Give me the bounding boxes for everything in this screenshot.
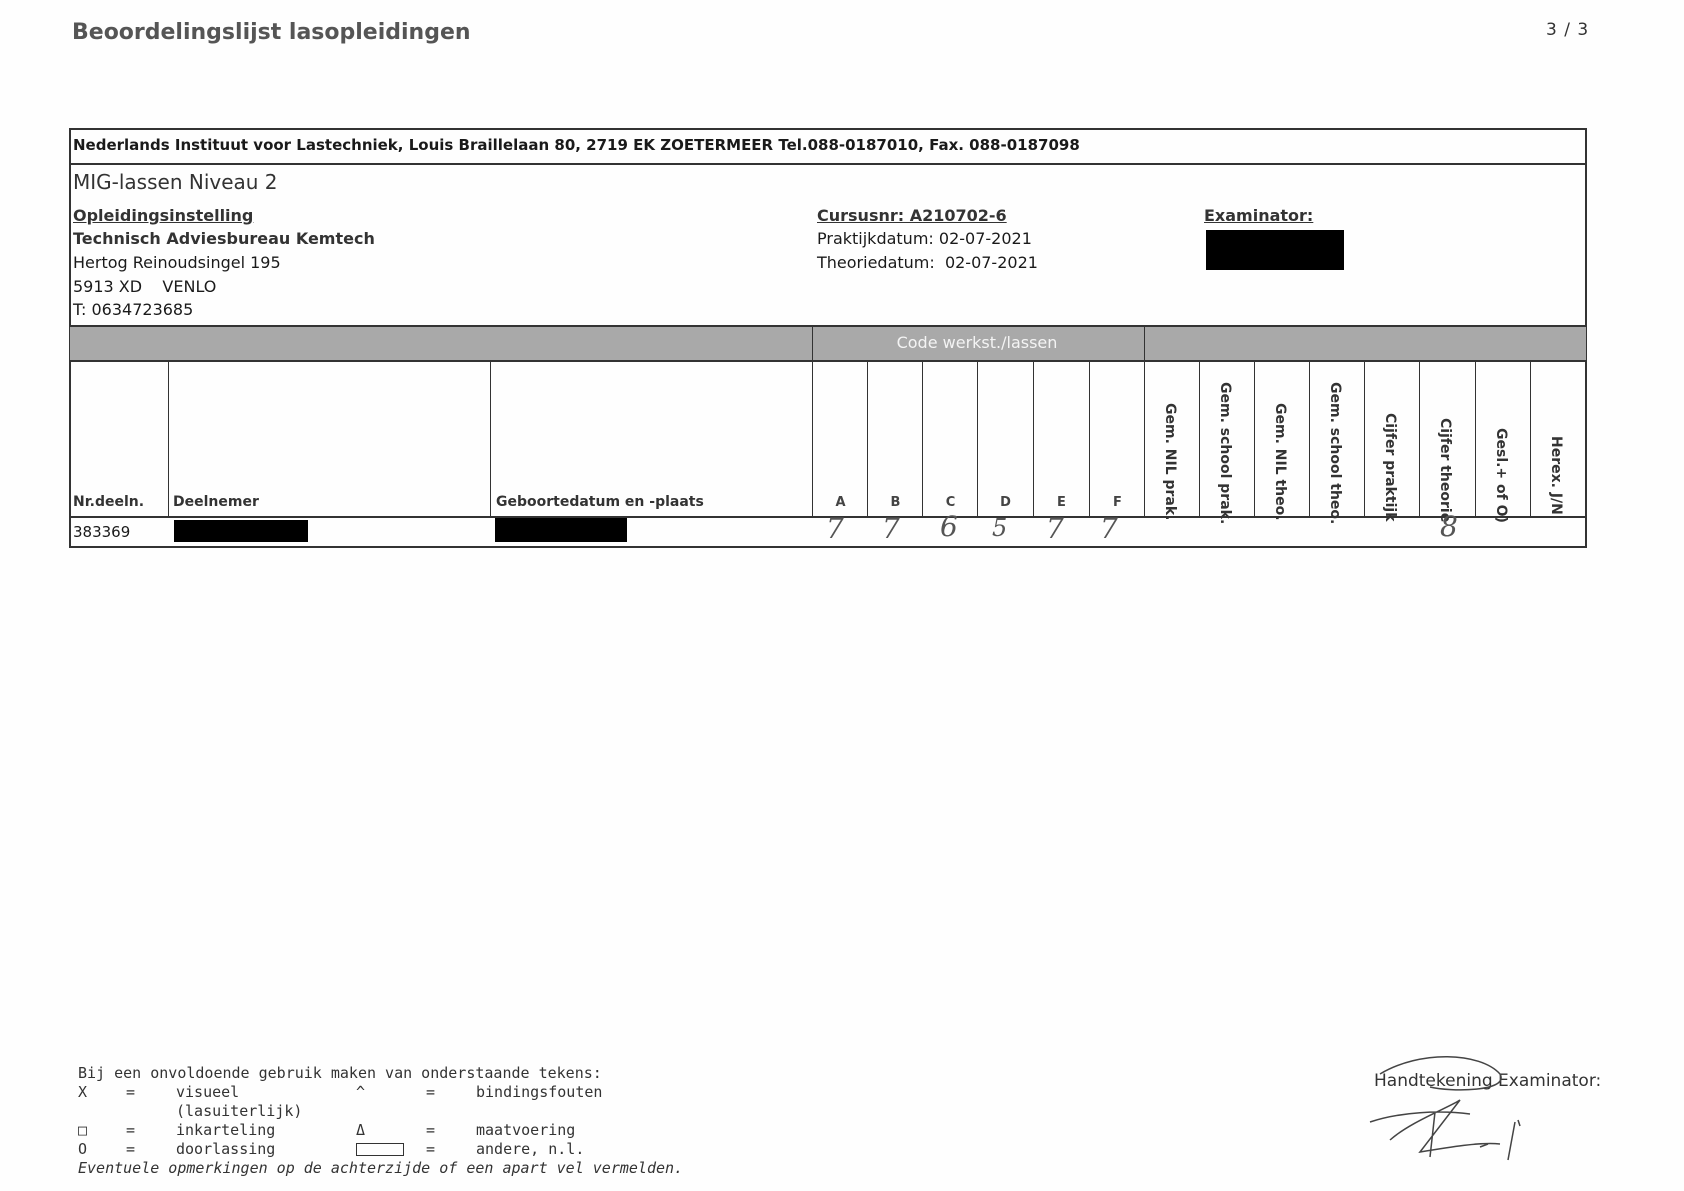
theory-grade: 8 <box>1440 510 1458 543</box>
legend-symbol: ^ <box>356 1083 366 1101</box>
col-header-nr: Nr.deeln. <box>73 494 145 510</box>
col-line <box>1199 360 1200 517</box>
col-line <box>977 360 978 517</box>
score-f: 7 <box>1100 512 1118 545</box>
legend-symbol: O <box>78 1140 88 1158</box>
col-header-gem-school-theo: Gem. school theo. <box>1327 382 1343 525</box>
col-header-cijfer-praktijk: Cijfer praktijk <box>1382 413 1398 522</box>
institution-label: Opleidingsinstelling <box>73 206 254 225</box>
col-line <box>1364 360 1365 517</box>
col-line <box>490 360 491 517</box>
page-number: 3 / 3 <box>1546 20 1590 40</box>
legend-equals: = <box>426 1121 436 1139</box>
col-line <box>1033 360 1034 517</box>
col-header-f: F <box>1113 495 1122 510</box>
legend-symbol: X <box>78 1083 88 1101</box>
redacted-participant <box>174 520 308 542</box>
col-header-herexamen: Herex. J/N <box>1548 436 1564 515</box>
score-c: 6 <box>940 510 958 543</box>
signature-scribble <box>1360 1052 1560 1172</box>
participant-number: 383369 <box>73 523 131 541</box>
legend <box>78 1064 683 1178</box>
col-header-geslaagd: Gesl.+ of O) <box>1493 428 1509 523</box>
score-e: 7 <box>1046 512 1064 545</box>
col-line <box>1475 360 1476 517</box>
col-line <box>1144 326 1145 517</box>
col-line <box>1254 360 1255 517</box>
institution-name: Technisch Adviesbureau Kemtech <box>73 229 375 248</box>
col-header-b: B <box>890 495 901 510</box>
col-header-birth: Geboortedatum en -plaats <box>496 494 704 510</box>
divider <box>70 163 1586 165</box>
col-line <box>168 360 169 517</box>
legend-row <box>78 1121 683 1140</box>
examiner-label: Examinator: <box>1204 206 1314 225</box>
legend-symbol: □ <box>78 1121 88 1139</box>
legend-intro: Bij een onvoldoende gebruik maken van onderstaande tekens: <box>78 1064 602 1082</box>
col-line <box>1309 360 1310 517</box>
legend-equals: = <box>426 1140 436 1158</box>
legend-row <box>78 1140 683 1159</box>
legend-equals: = <box>126 1121 136 1139</box>
course-number: Cursusnr: A210702-6 <box>817 206 1007 225</box>
course-title: MIG-lassen Niveau 2 <box>73 170 278 194</box>
signature-label: Handtekening Examinator: <box>1374 1071 1602 1091</box>
redacted-examiner <box>1206 230 1344 270</box>
legend-text: andere, n.l. <box>476 1140 585 1158</box>
legend-text: visueel (lasuiterlijk) <box>176 1083 303 1120</box>
legend-text: doorlassing <box>176 1140 276 1158</box>
redacted-birth <box>495 518 627 542</box>
col-line <box>1419 360 1420 517</box>
address-line-1: Hertog Reinoudsingel 195 <box>73 253 281 272</box>
col-header-c: C <box>945 495 956 510</box>
col-line <box>1089 360 1090 517</box>
col-header-gem-nil-prak: Gem. NIL prak. <box>1162 403 1178 521</box>
col-line <box>812 326 813 517</box>
legend-box-symbol <box>356 1140 426 1159</box>
score-d: 5 <box>992 514 1008 542</box>
legend-equals: = <box>126 1140 136 1158</box>
score-b: 7 <box>882 512 900 545</box>
legend-symbol: Δ <box>356 1121 366 1139</box>
institute-line: Nederlands Instituut voor Lastechniek, Louis Braillelaan 80, 2719 EK ZOETERMEER Tel.088-0187010, Fax. 088-0187098 <box>73 136 1080 154</box>
col-line <box>922 360 923 517</box>
col-header-gem-nil-theo: Gem. NIL theo. <box>1272 403 1288 521</box>
legend-equals: = <box>126 1083 136 1101</box>
col-line <box>867 360 868 517</box>
legend-text: bindingsfouten <box>476 1083 603 1101</box>
box-icon <box>356 1143 404 1156</box>
legend-equals: = <box>426 1083 436 1101</box>
legend-text: maatvoering <box>476 1121 576 1139</box>
legend-row <box>78 1083 683 1121</box>
col-header-e: E <box>1057 495 1066 510</box>
theory-date: Theoriedatum: 02-07-2021 <box>817 253 1038 272</box>
col-header-participant: Deelnemer <box>173 494 259 510</box>
document-title: Beoordelingslijst lasopleidingen <box>72 20 471 45</box>
score-a: 7 <box>826 512 844 545</box>
divider <box>70 360 1586 362</box>
address-line-2: 5913 XD VENLO <box>73 277 217 296</box>
legend-note: Eventuele opmerkingen op de achterzijde of een apart vel vermelden. <box>78 1159 684 1177</box>
col-header-cijfer-theorie: Cijfer theorie <box>1437 418 1453 523</box>
practice-date: Praktijkdatum: 02-07-2021 <box>817 229 1032 248</box>
phone: T: 0634723685 <box>73 300 194 319</box>
col-header-gem-school-prak: Gem. school prak. <box>1217 382 1233 525</box>
code-group-label: Code werkst./lassen <box>896 333 1058 352</box>
col-line <box>1530 360 1531 517</box>
col-header-a: A <box>835 495 846 510</box>
col-header-d: D <box>1000 495 1011 510</box>
legend-text: inkarteling <box>176 1121 276 1139</box>
